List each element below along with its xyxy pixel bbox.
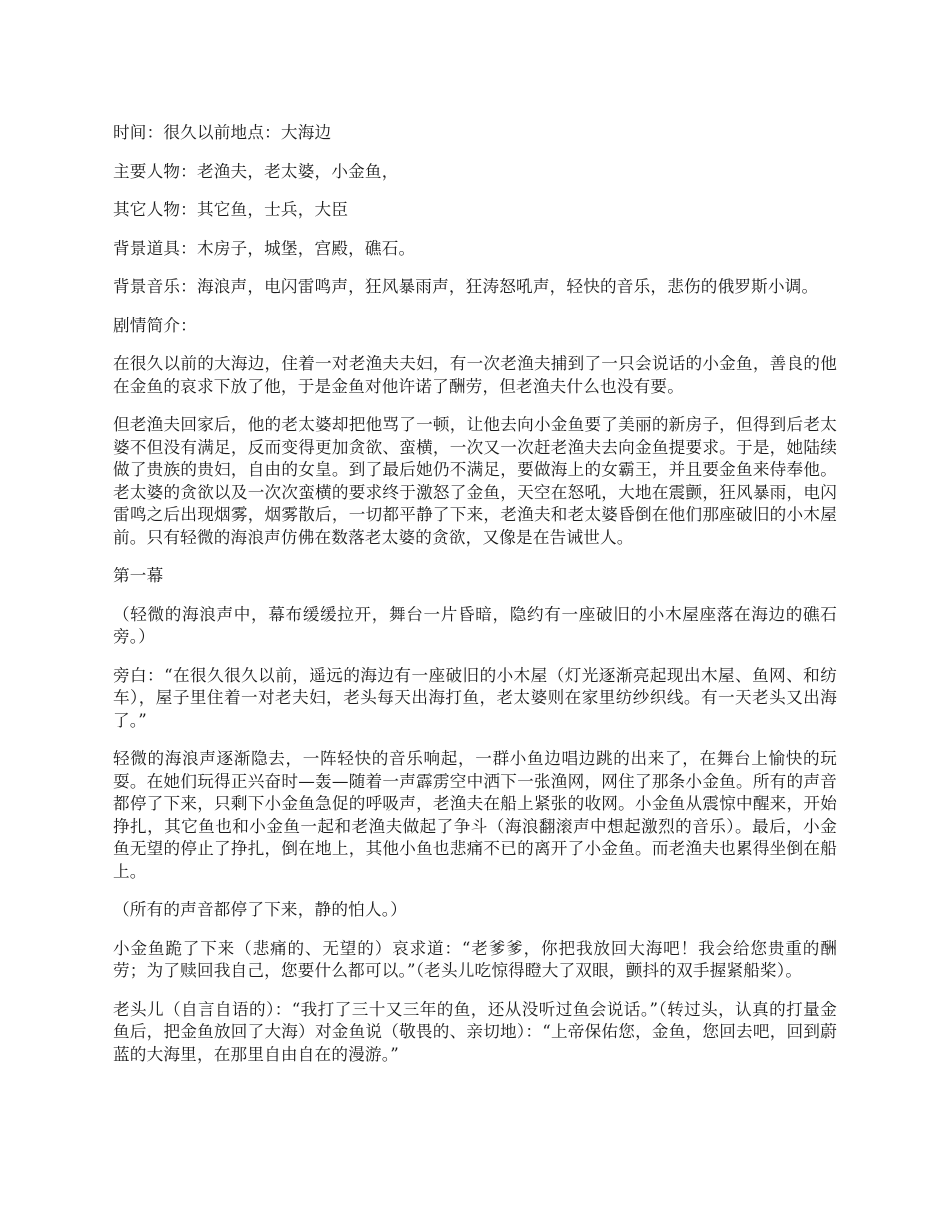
paragraph-stage-direction-2: （所有的声音都停了下来，静的怕人。） [113,900,407,919]
paragraph-props: 背景道具：木房子，城堡，宫殿，礁石。 [113,238,416,258]
paragraph-synopsis-1: 在很久以前的大海边，住着一对老渔夫夫妇，有一次老渔夫捕到了一只会说话的小金鱼，善良的他在金鱼的哀求下放了他，于是金鱼对他许诺了酬劳，但老渔夫什么也没有要。 [113,354,837,396]
paragraph-narration: 旁白：“在很久很久以前，遥远的海边有一座破旧的小木屋（灯光逐渐亮起现出木屋、鱼网、和纺车），屋子里住着一对老夫妇，老头每天出海打鱼，老太婆则在家里纺纱织线。有一天老头又出海了。” [113,665,837,730]
paragraph-other-characters: 其它人物：其它鱼，士兵，大臣 [113,200,349,219]
paragraph-scene-fishing: 轻微的海浪声逐渐隐去，一阵轻快的音乐响起，一群小鱼边唱边跳的出来了，在舞台上愉快的玩耍。在她们玩得正兴奋时—轰—随着一声霹雳空中洒下一张渔网，网住了那条小金鱼。所有的声音都停了下来，只剩下小金鱼急促的呼吸声，老渔夫在船上紧张的收网。小金鱼从震惊中醒来，开始挣扎，其它鱼也和小金鱼一起和老渔夫做起了争斗（海浪翻滚声中想起激烈的音乐）。最后，小金鱼无望的停止了挣扎，倒在地上，其他小鱼也悲痛不已的离开了小金鱼。而老渔夫也累得坐倒在船上。 [113,749,837,881]
paragraph-music: 背景音乐：海浪声，电闪雷鸣声，狂风暴雨声，狂涛怒吼声，轻快的音乐，悲伤的俄罗斯小调。 [113,277,819,296]
paragraph-synopsis-2: 但老渔夫回家后，他的老太婆却把他骂了一顿，让他去向小金鱼要了美丽的新房子，但得到后老太婆不但没有满足，反而变得更加贪欲、蛮横，一次又一次赶老渔夫去向金鱼提要求。于是，她陆续做了贵族的贵妇，自由的女皇。到了最后她仍不满足，要做海上的女霸王，并且要金鱼来侍奉他。老太婆的贪欲以及一次次蛮横的要求终于激怒了金鱼，天空在怒吼，大地在震颤，狂风暴雨，电闪雷鸣之后出现烟雾，烟雾散后，一切都平静了下来，老渔夫和老太婆昏倒在他们那座破旧的小木屋前。只有轻微的海浪声仿佛在数落老太婆的贪欲，又像是在告诫世人。 [113,415,837,547]
paragraph-time-place: 时间：很久以前地点：大海边 [113,123,332,142]
paragraph-main-characters: 主要人物：老渔夫，老太婆，小金鱼， [113,161,399,181]
paragraph-stage-direction-1: （轻微的海浪声中，幕布缓缓拉开，舞台一片昏暗，隐约有一座破旧的小木屋座落在海边的礁石旁。） [113,604,837,646]
paragraph-old-man-reply: 老头儿（自言自语的）：“我打了三十又三年的鱼，还从没听过鱼会说话。”（转过头，认真的打量金鱼后，把金鱼放回了大海）对金鱼说（敬畏的、亲切地）：“上帝保佑您，金鱼，您回去吧，回到蔚蓝的大海里，在那里自由自在的漫游。” [113,999,837,1064]
paragraph-goldfish-plea: 小金鱼跪了下来（悲痛的、无望的）哀求道：“老爹爹，你把我放回大海吧！我会给您贵重的酬劳；为了赎回我自己，您要什么都可以。”（老头儿吃惊得瞪大了双眼，颤抖的双手握紧船桨）。 [113,938,837,980]
paragraph-act-one-heading: 第一幕 [113,566,164,585]
paragraph-synopsis-heading: 剧情简介： [113,315,197,335]
